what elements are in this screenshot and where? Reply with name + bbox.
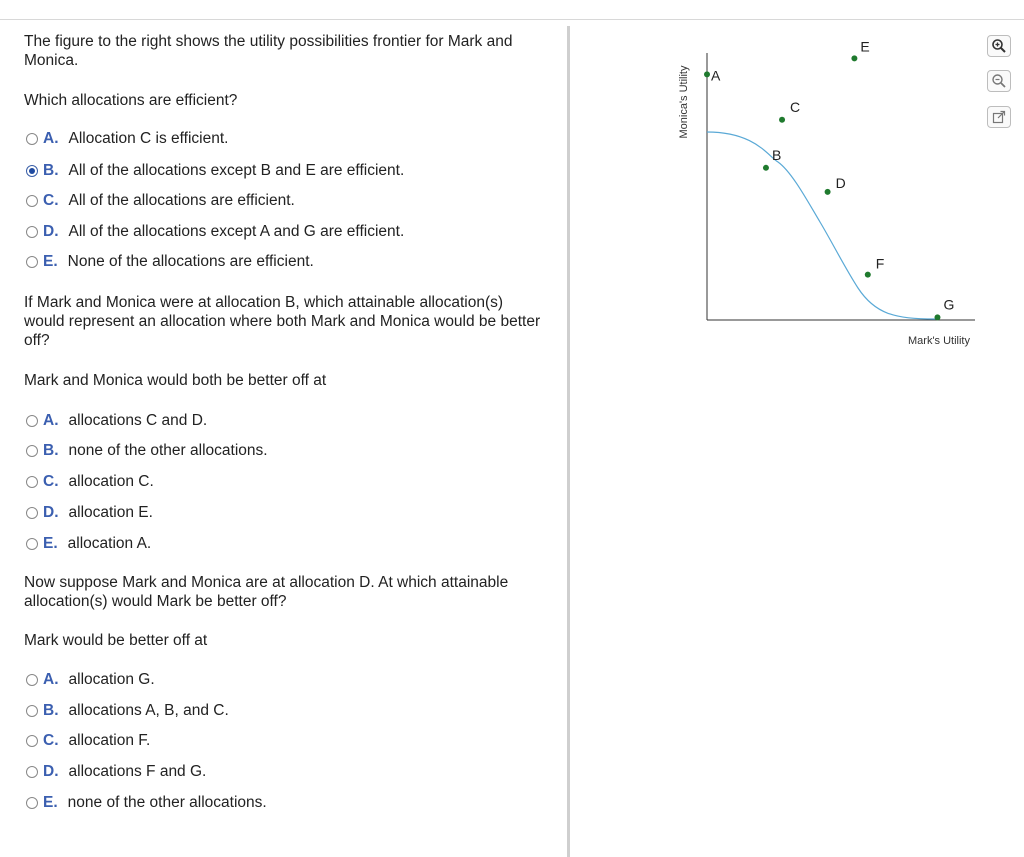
option-letter: B. [43,442,59,459]
q1-question: Which allocations are efficient? [24,92,238,109]
option-text: allocation E. [68,504,153,521]
option-text: none of the other allocations. [67,794,267,811]
q3-option-b[interactable] [26,700,229,722]
radio-button[interactable] [26,538,38,550]
option-text: allocations A, B, and C. [68,702,229,719]
option-letter: B. [43,702,59,719]
q3-option-a[interactable] [26,669,155,691]
q1-option-e[interactable] [26,251,314,273]
question-pane [0,20,567,857]
option-text: allocation C. [68,473,154,490]
option-letter: C. [43,732,59,749]
option-letter: B. [43,162,59,179]
q3-option-c[interactable] [26,730,150,752]
q2-option-c[interactable] [26,471,154,493]
intro-text: The figure to the right shows the utility possibilities frontier for Mark and Monica. [24,33,513,69]
q1-option-a[interactable] [26,128,228,150]
y-axis-label: Monica's Utility [678,65,690,139]
option-text: Allocation C is efficient. [68,130,229,147]
radio-button[interactable] [26,256,38,268]
q2-question: If Mark and Monica were at allocation B, which attainable allocation(s) would represent an allocation where both Mark and Monica would be better off? [24,294,541,349]
zoom-out-button[interactable] [987,70,1011,92]
option-text: allocation F. [68,732,151,749]
point-g [934,314,940,320]
q1-option-d[interactable] [26,221,404,243]
radio-button[interactable] [26,797,38,809]
q1-option-c[interactable] [26,190,295,212]
option-letter: C. [43,192,59,209]
zoom-out-icon [991,73,1007,89]
q3-question: Now suppose Mark and Monica are at allocation D. At which attainable allocation(s) would Mark be better off? [24,574,509,610]
q3-prompt: Mark would be better off at [24,632,208,649]
option-text: allocation G. [68,671,155,688]
q3-option-e[interactable] [26,792,267,814]
radio-button[interactable] [26,735,38,747]
point-c [779,117,785,123]
q3-option-d[interactable] [26,761,206,783]
option-letter: E. [43,535,58,552]
option-letter: D. [43,504,59,521]
point-e [851,55,857,61]
point-label-f: F [875,255,885,272]
option-letter: D. [43,223,59,240]
point-label-c: C [790,98,801,115]
radio-button[interactable] [26,507,38,519]
q2-option-e[interactable] [26,533,151,555]
point-label-b: B [771,146,782,163]
option-text: none of the other allocations. [68,442,268,459]
popout-button[interactable] [987,106,1011,128]
option-text: allocations C and D. [68,412,208,429]
option-text: All of the allocations except B and E are efficient. [68,162,405,179]
point-a [704,71,710,77]
point-label-a: A [711,67,721,84]
option-text: allocation A. [67,535,152,552]
q2-option-a[interactable] [26,410,207,432]
radio-button-selected[interactable] [26,165,38,177]
option-text: None of the allocations are efficient. [67,253,314,270]
option-letter: E. [43,794,58,811]
option-letter: A. [43,412,59,429]
point-f [865,272,871,278]
point-label-d: D [835,174,846,191]
radio-button[interactable] [26,476,38,488]
option-text: All of the allocations except A and G are efficient. [68,223,405,240]
radio-button[interactable] [26,445,38,457]
radio-button[interactable] [26,705,38,717]
option-letter: A. [43,671,59,688]
q2-option-d[interactable] [26,502,153,524]
popout-icon [991,109,1007,125]
radio-button[interactable] [26,674,38,686]
q1-option-b[interactable] [26,160,404,182]
point-label-e: E [860,38,870,55]
option-letter: A. [43,130,59,147]
frontier-curve [707,132,935,319]
q2-prompt: Mark and Monica would both be better off at [24,372,327,389]
zoom-in-button[interactable] [987,35,1011,57]
radio-button[interactable] [26,766,38,778]
option-text: allocations F and G. [68,763,207,780]
point-b [763,165,769,171]
zoom-in-icon [991,38,1007,54]
option-letter: C. [43,473,59,490]
radio-button[interactable] [26,415,38,427]
graph-pane [570,20,1024,857]
x-axis-label: Mark's Utility [908,335,970,347]
point-d [825,189,831,195]
option-letter: D. [43,763,59,780]
option-text: All of the allocations are efficient. [68,192,295,209]
q2-option-b[interactable] [26,440,268,462]
option-letter: E. [43,253,58,270]
radio-button[interactable] [26,133,38,145]
radio-button[interactable] [26,226,38,238]
allocation-points [704,38,954,320]
point-label-g: G [943,296,955,313]
frontier-graph [570,20,1024,380]
radio-button[interactable] [26,195,38,207]
